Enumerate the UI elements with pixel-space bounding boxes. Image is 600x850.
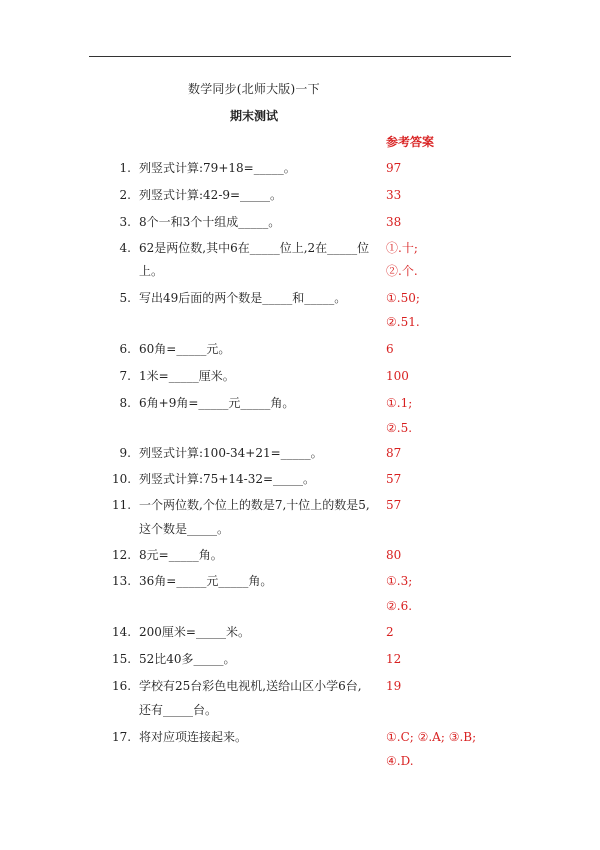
- question-text: 6角+9角=_____元_____角。: [139, 396, 295, 410]
- question-text-continued: 上。: [139, 264, 164, 278]
- question-number: 2.: [119, 188, 131, 202]
- question-number: 16.: [112, 679, 132, 693]
- answer: ①.C; ②.A; ③.B;: [386, 730, 477, 744]
- question-text: 60角=_____元。: [139, 342, 231, 356]
- answer-continued: ②.5.: [386, 421, 413, 435]
- answer: 12: [386, 652, 402, 666]
- answer: ①.十;: [386, 241, 418, 255]
- book-subtitle: 数学同步(北师大版)一下: [188, 82, 320, 96]
- question-number: 9.: [119, 446, 131, 460]
- question-text-continued: 这个数是_____。: [139, 522, 230, 536]
- question-number: 8.: [119, 396, 131, 410]
- question-text: 写出49后面的两个数是_____和_____。: [139, 291, 347, 305]
- question-text: 列竖式计算:100-34+21=_____。: [139, 446, 323, 460]
- question-text: 62是两位数,其中6在_____位上,2在_____位: [139, 241, 370, 255]
- question-text-continued: 还有_____台。: [139, 703, 218, 717]
- question-item: [112, 547, 223, 563]
- question-text: 36角=_____元_____角。: [139, 574, 273, 588]
- answer: 19: [386, 679, 402, 693]
- answer: 33: [386, 188, 402, 202]
- question-item: [112, 471, 315, 487]
- question-number: 10.: [112, 472, 132, 486]
- question-item: [112, 573, 272, 589]
- answer: 97: [386, 161, 402, 175]
- answer: 38: [386, 215, 402, 229]
- question-text: 一个两位数,个位上的数是7,十位上的数是5,: [139, 498, 370, 512]
- question-number: 7.: [119, 369, 131, 383]
- question-number: 15.: [112, 652, 132, 666]
- answer-continued: ②.51.: [386, 315, 420, 329]
- answer: 6: [386, 342, 394, 356]
- answer: 57: [386, 472, 402, 486]
- header-rule: [89, 56, 511, 57]
- question-item: [112, 368, 235, 384]
- question-item: [112, 240, 369, 256]
- question-text: 1米=_____厘米。: [139, 369, 235, 383]
- question-number: 12.: [112, 548, 132, 562]
- question-text: 52比40多_____。: [139, 652, 236, 666]
- page-title: 期末测试: [230, 109, 279, 123]
- question-item: [112, 395, 294, 411]
- answer: 2: [386, 625, 394, 639]
- question-number: 14.: [112, 625, 132, 639]
- question-item: [112, 290, 346, 306]
- question-number: 17.: [112, 730, 132, 744]
- question-item: [112, 187, 282, 203]
- question-text: 学校有25台彩色电视机,送给山区小学6台,: [139, 679, 362, 693]
- question-number: 6.: [119, 342, 131, 356]
- question-text: 列竖式计算:75+14-32=_____。: [139, 472, 316, 486]
- question-item: [112, 214, 280, 230]
- question-text: 8元=_____角。: [139, 548, 223, 562]
- question-number: 5.: [119, 291, 131, 305]
- answer: 87: [386, 446, 402, 460]
- question-item: [112, 678, 362, 694]
- answer: 100: [386, 369, 409, 383]
- question-item: [112, 651, 236, 667]
- question-item: [112, 497, 370, 513]
- question-number: 3.: [119, 215, 131, 229]
- question-text: 列竖式计算:42-9=_____。: [139, 188, 283, 202]
- question-number: 11.: [112, 498, 132, 512]
- question-number: 13.: [112, 574, 132, 588]
- answer-continued: ④.D.: [386, 754, 414, 768]
- question-text: 200厘米=_____米。: [139, 625, 250, 639]
- answer-continued: ②.6.: [386, 599, 413, 613]
- question-item: [112, 445, 323, 461]
- answer: 57: [386, 498, 402, 512]
- question-number: 1.: [119, 161, 131, 175]
- answer: ①.1;: [386, 396, 413, 410]
- answer: ①.3;: [386, 574, 413, 588]
- question-item: [112, 341, 230, 357]
- answers-heading: 参考答案: [386, 135, 435, 149]
- answer-continued: ②.个.: [386, 264, 418, 278]
- answer: ①.50;: [386, 291, 420, 305]
- question-item: [112, 624, 250, 640]
- question-item: [112, 729, 247, 745]
- answer: 80: [386, 548, 402, 562]
- question-text: 8个一和3个十组成_____。: [139, 215, 281, 229]
- question-number: 4.: [119, 241, 131, 255]
- question-text: 将对应项连接起来。: [139, 730, 248, 744]
- question-text: 列竖式计算:79+18=_____。: [139, 161, 296, 175]
- question-item: [112, 160, 296, 176]
